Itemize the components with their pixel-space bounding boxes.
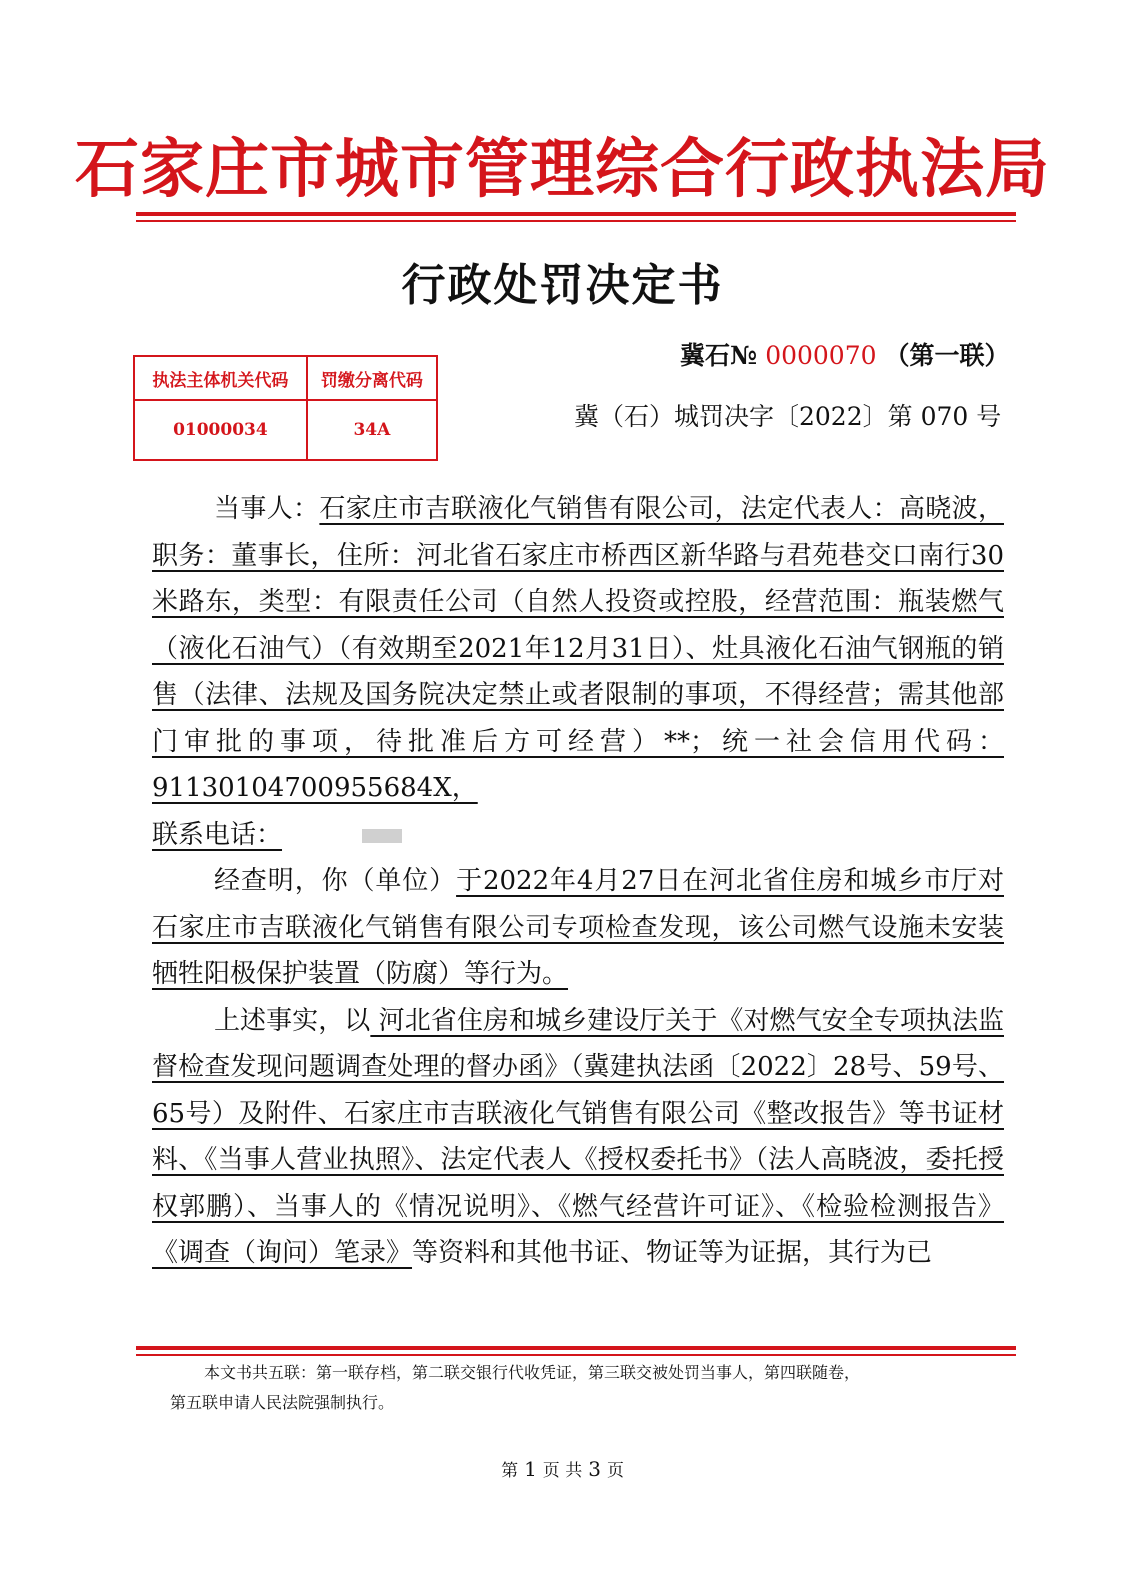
- code-header-agency: 执法主体机关代码: [134, 356, 307, 400]
- copies-note-line2: 第五联申请人民法院强制执行。: [170, 1393, 395, 1412]
- redacted-phone: [362, 829, 402, 843]
- party-paragraph: [152, 486, 1004, 858]
- header-rule-thin: [136, 220, 1016, 222]
- case-number: 冀（石）城罚决字〔2022〕第 070 号: [574, 402, 1002, 431]
- code-value-separation: 34A: [307, 400, 437, 460]
- body-text: [152, 486, 1004, 1277]
- serial-suffix: （第一联）: [884, 341, 1010, 370]
- code-header-separation: 罚缴分离代码: [307, 356, 437, 400]
- evidence-label: 上述事实，以: [214, 1005, 371, 1036]
- code-table: [133, 355, 438, 461]
- agency-title: 石家庄市城市管理综合行政执法局: [75, 132, 1050, 207]
- party-label: 当事人：: [214, 494, 320, 524]
- findings-paragraph: [152, 858, 1004, 998]
- serial-line: [680, 337, 1010, 375]
- evidence-tail: 等资料和其他书证、物证等为证据，其行为已: [412, 1238, 933, 1268]
- serial-prefix: 冀石№: [680, 341, 758, 370]
- page-middle: 页 共: [542, 1461, 583, 1481]
- page-total: 3: [588, 1457, 601, 1481]
- copies-note: [152, 1358, 1012, 1418]
- findings-details: 于2022年4月27日在河北省住房和城乡市厅对石家庄市吉联液化气销售有限公司专项检查发现，该公司燃气设施未安装牺牲阳极保护装置（防腐）等行为。: [152, 866, 1004, 989]
- copies-note-line1: 本文书共五联：第一联存档，第二联交银行代收凭证，第三联交被处罚当事人，第四联随卷，: [204, 1363, 861, 1382]
- phone-label: 联系电话：: [152, 819, 283, 850]
- footer-rule-thick: [136, 1346, 1016, 1350]
- findings-label: 经查明，你（单位）: [214, 866, 457, 896]
- serial-number: 0000070: [765, 341, 877, 370]
- phone-line: [90, 812, 402, 859]
- code-value-agency: 01000034: [134, 400, 307, 460]
- evidence-paragraph: [152, 998, 1004, 1277]
- page-number: [0, 1457, 1125, 1483]
- page-suffix: 页: [606, 1461, 624, 1481]
- footer-rule-thin: [136, 1354, 1016, 1356]
- page-prefix: 第: [501, 1461, 519, 1481]
- page-current: 1: [524, 1457, 537, 1481]
- header-rule-thick: [136, 212, 1016, 216]
- party-details: 石家庄市吉联液化气销售有限公司，法定代表人：高晓波，职务：董事长，住所：河北省石家庄市桥西区新华路与君苑巷交口南行30米路东，类型：有限责任公司（自然人投资或控股，经营范围：瓶装燃气（液化石油气）（有效期至2021年12月31日）、灶具液化石油气钢瓶的销售（法律、法规及国务院决定禁止或者限制的事项，不得经营；需其他部门审批的事项，待批准后方可经营）**；统一社会信用代码：91130104700955684X，: [152, 494, 1004, 803]
- document-title: 行政处罚决定书: [401, 260, 724, 311]
- evidence-details: 河北省住房和城乡建设厅关于《对燃气安全专项执法监督检查发现问题调查处理的督办函》（冀建执法函〔2022〕28号、59号、65号）及附件、石家庄市吉联液化气销售有限公司《整改报告》等书证材料、《当事人营业执照》、法定代表人《授权委托书》（法人高晓波，委托授权郭鹏）、当事人的《情况说明》、《燃气经营许可证》、《检验检测报告》《调查（询问）笔录》: [152, 1005, 1004, 1268]
